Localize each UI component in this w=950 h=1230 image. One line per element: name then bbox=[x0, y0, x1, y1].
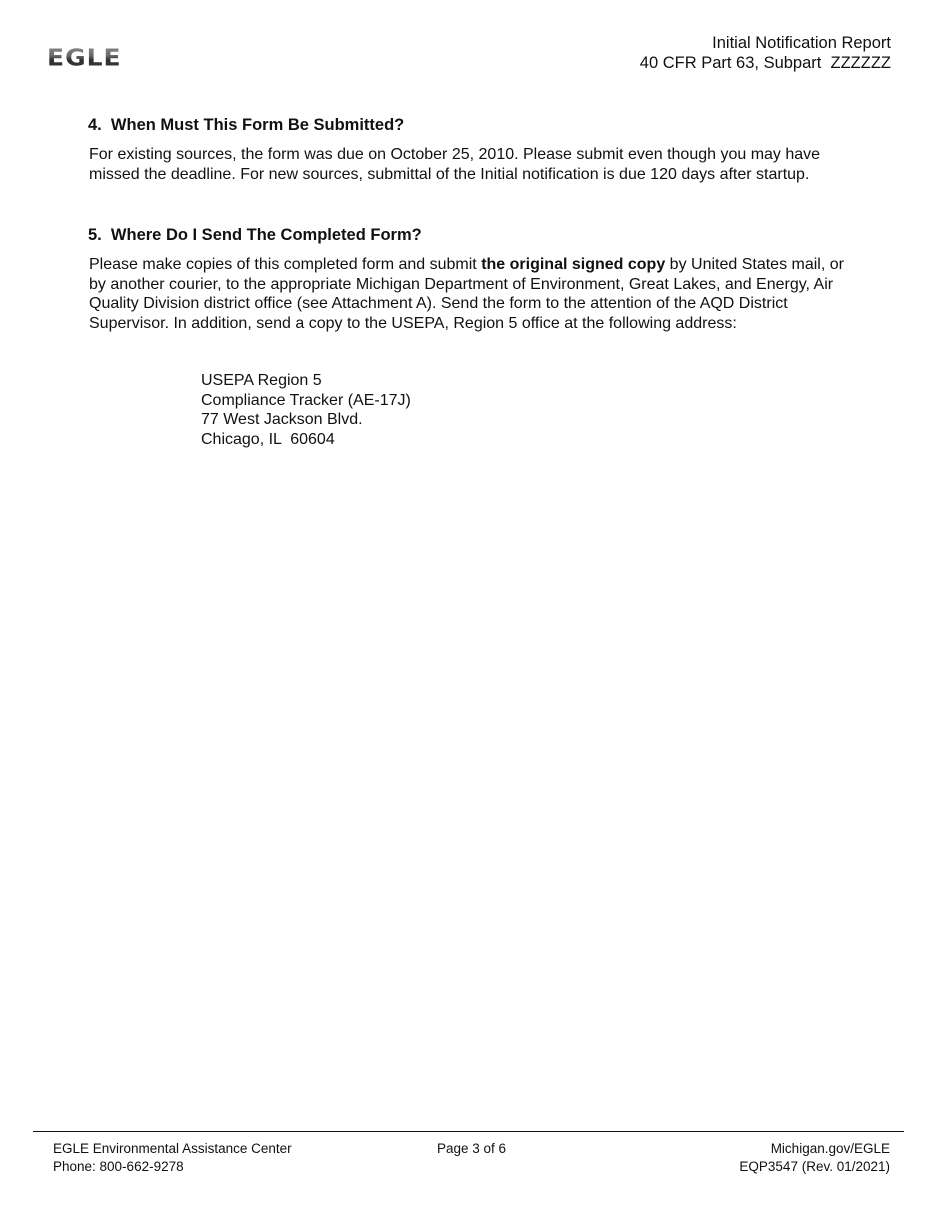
emphasis-text: the original signed copy bbox=[481, 256, 666, 273]
form-number: EQP3547 (Rev. 01/2021) bbox=[739, 1158, 890, 1174]
footer-contact bbox=[53, 1140, 292, 1175]
section-where-send bbox=[89, 225, 859, 333]
footer-divider bbox=[33, 1131, 904, 1132]
body-text: Please make copies of this completed form and submit bbox=[89, 256, 482, 273]
body-text: by United States mail, or by another courier, to the appropriate Michigan Department of Environment, Great Lakes, and Energy, Air Quality Division district office (see Attachment A). Send the form to the attention of the AQD District Supervisor. In addition, send a copy to the USEPA, Region 5 office at the following address: bbox=[89, 256, 844, 332]
address-line: Compliance Tracker (AE-17J) bbox=[201, 391, 411, 409]
page-number: Page 3 of 6 bbox=[437, 1141, 507, 1156]
section-heading: 4. When Must This Form Be Submitted? bbox=[88, 116, 405, 134]
document-header bbox=[640, 34, 891, 73]
address-line: 77 West Jackson Blvd. bbox=[201, 411, 363, 429]
footer-website: Michigan.gov/EGLE bbox=[770, 1141, 890, 1156]
section-body bbox=[89, 255, 859, 333]
mailing-address bbox=[201, 371, 411, 449]
footer-reference bbox=[739, 1140, 890, 1175]
address-line: Chicago, IL 60604 bbox=[201, 430, 335, 448]
report-title: Initial Notification Report bbox=[712, 34, 891, 52]
section-body: For existing sources, the form was due on October 25, 2010. Please submit even though you may have missed the deadline. For new sources, submittal of the Initial notification is due 120 days after startup. bbox=[89, 146, 821, 183]
regulation-reference: 40 CFR Part 63, Subpart ZZZZZZ bbox=[639, 53, 891, 72]
footer-phone: Phone: 800-662-9278 bbox=[53, 1158, 184, 1174]
footer-org: EGLE Environmental Assistance Center bbox=[53, 1141, 292, 1156]
section-heading: 5. Where Do I Send The Completed Form? bbox=[88, 226, 422, 244]
egle-logo: EGLE bbox=[47, 44, 122, 71]
address-line: USEPA Region 5 bbox=[201, 372, 322, 389]
section-when-submitted bbox=[89, 115, 859, 184]
